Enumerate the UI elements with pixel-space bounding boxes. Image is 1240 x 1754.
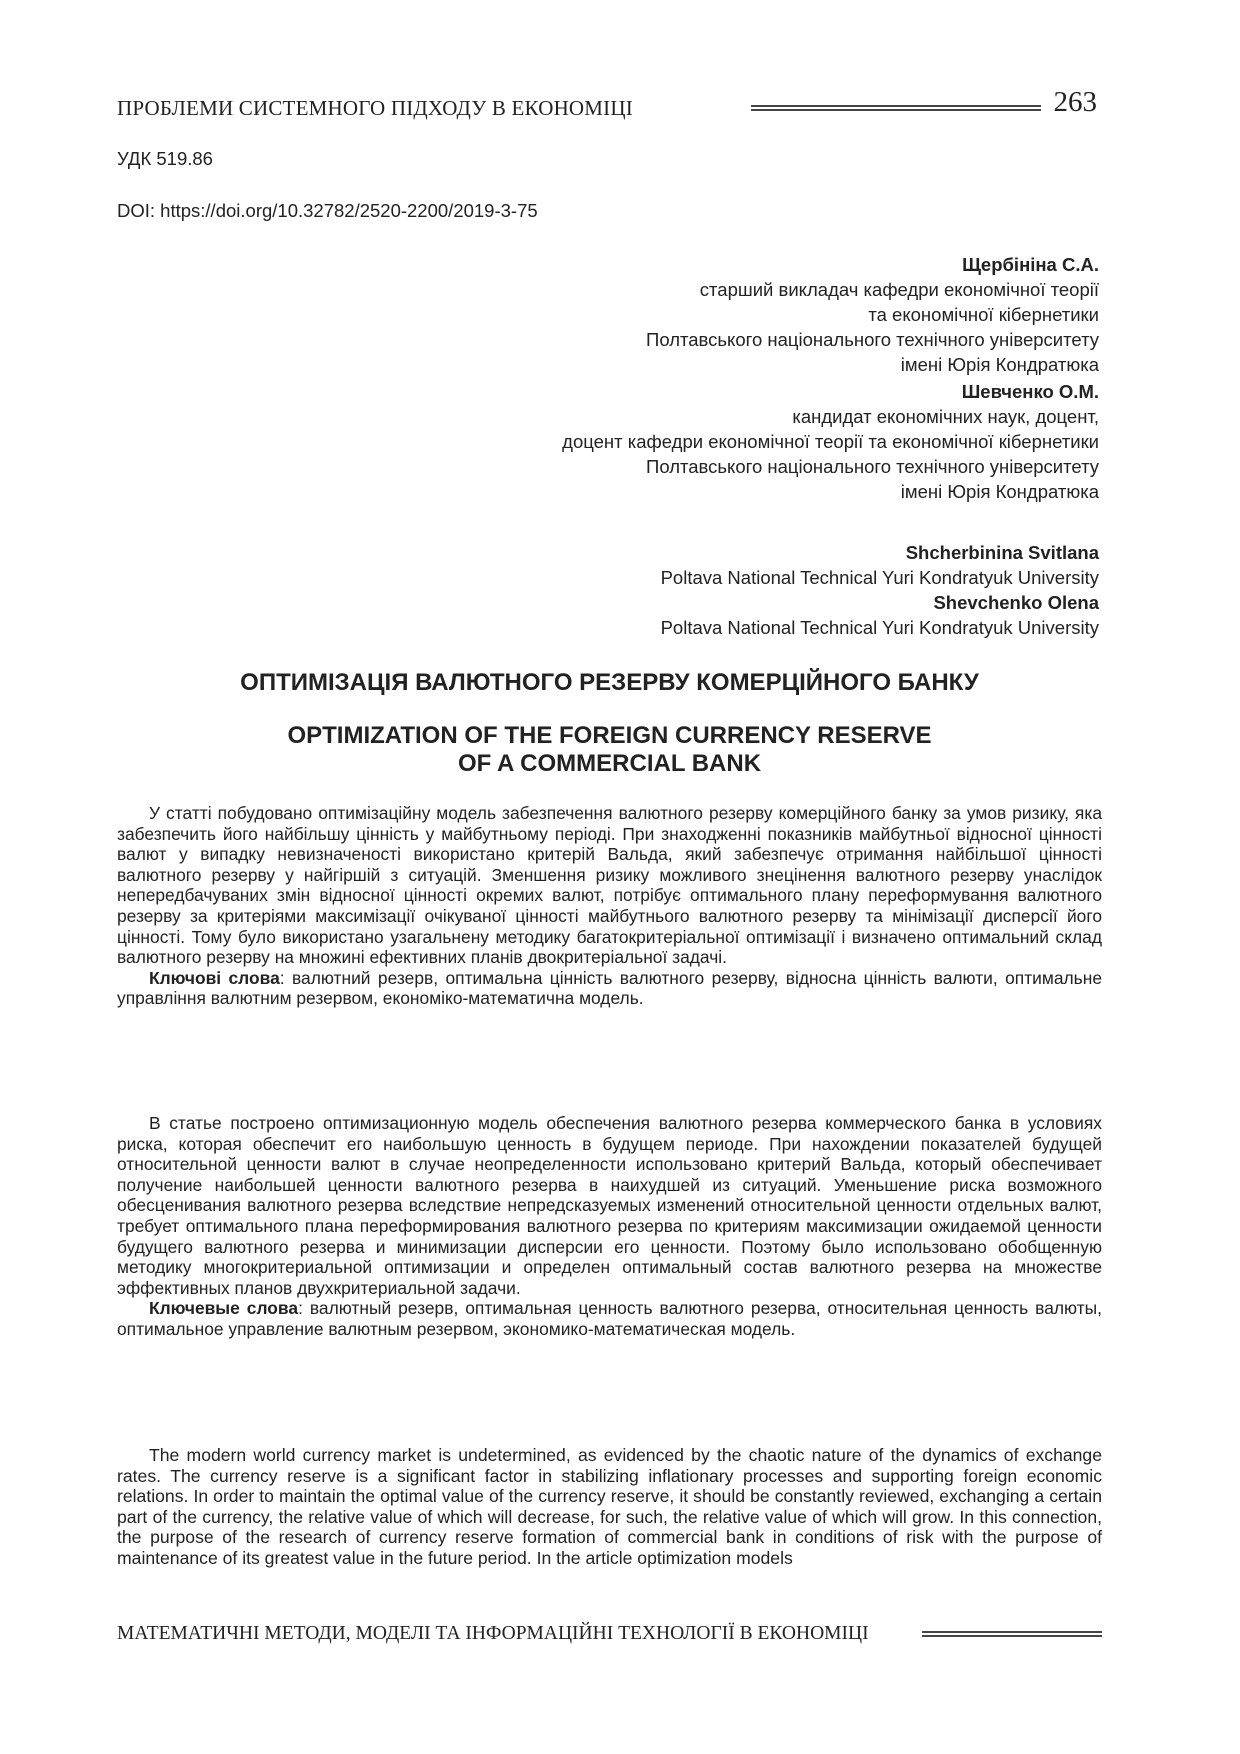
author-name: Щербініна С.А. [962, 254, 1099, 275]
author-affiliation-line: доцент кафедри економічної теорії та економічної кібернетики [562, 431, 1099, 452]
author-affiliation-line: та економічної кібернетики [868, 304, 1099, 325]
running-header [117, 86, 1097, 126]
title-line: OF A COMMERCIAL BANK [457, 750, 762, 777]
authors-english [339, 540, 1099, 640]
section-title: МАТЕМАТИЧНІ МЕТОДИ, МОДЕЛІ ТА ІНФОРМАЦІЙНІ ТЕХНОЛОГІЇ В ЕКОНОМІЦІ [117, 1623, 869, 1644]
author-affiliation-line: Полтавського національного технічного університету [646, 456, 1099, 477]
keywords-paragraph [117, 968, 1102, 1009]
author-affiliation-line: імені Юрія Кондратюка [900, 481, 1099, 502]
author-affiliation: Poltava National Technical Yuri Kondratyuk University [660, 567, 1099, 588]
running-footer [117, 1619, 1102, 1651]
author-affiliation-line: імені Юрія Кондратюка [900, 354, 1099, 375]
udk-code: УДК 519.86 [117, 148, 213, 169]
author-name: Shevchenko Olena [933, 592, 1099, 613]
author-affiliation-line: Полтавського національного технічного університету [646, 329, 1099, 350]
keywords-text: : валютний резерв, оптимальна цінність валютного резерву, відносна цінність валюти, оптимальне управління валютним резервом, економіко-математична модель. [117, 967, 1102, 1009]
author-name: Shcherbinina Svitlana [905, 542, 1099, 563]
abstract-english [117, 1445, 1102, 1569]
abstract-russian [117, 1113, 1102, 1340]
author-affiliation: Poltava National Technical Yuri Kondratyuk University [660, 617, 1099, 638]
article-title-ukrainian: ОПТИМІЗАЦІЯ ВАЛЮТНОГО РЕЗЕРВУ КОМЕРЦІЙНОГО БАНКУ [240, 669, 979, 696]
keywords-text: : валютный резерв, оптимальная ценность валютного резерва, относительная ценность валюты, оптимальное управление валютным резервом, экономико-математическая модель. [117, 1298, 1102, 1339]
author-name: Шевченко О.М. [961, 381, 1099, 402]
doi-link[interactable]: DOI: https://doi.org/10.32782/2520-2200/2019-3-75 [117, 200, 538, 221]
journal-title: ПРОБЛЕМИ СИСТЕМНОГО ПІДХОДУ В ЕКОНОМІЦІ [117, 96, 633, 120]
header-double-rule [751, 105, 1041, 111]
keywords-label: Ключові слова [149, 967, 280, 988]
authors-ukrainian [339, 252, 1099, 504]
page-number: 263 [1053, 86, 1097, 118]
keywords-label: Ключевые слова [149, 1298, 299, 1319]
abstract-ukrainian [117, 803, 1102, 1009]
abstract-paragraph: В статье построено оптимизационную модель обеспечения валютного резерва коммерческого банка в условиях риска, которая обеспечит его наибольшую ценность в будущем периоде. При нахождении показателей будущей относительной ценности валют в случае неопределенности использовано критерий Вальда, который обеспечивает получение наибольшей ценности валютного резерва в наихудшей из ситуаций. Уменьшение риска возможного обесценивания валютного резерва вследствие непредсказуемых изменений относительной ценности отдельных валют, требует оптимального плана переформирования валютного резерва по критериям максимизации ожидаемой ценности будущего валютного резерва и минимизации дисперсии его ценности. Поэтому было использовано обобщенную методику многокритериальной оптимизации и определен оптимальный состав валютного резерва на множестве эффективных планов двухкритериальной задачи. [117, 1113, 1102, 1298]
author-affiliation-line: кандидат економічних наук, доцент, [792, 406, 1099, 427]
abstract-paragraph: У статті побудовано оптимізаційну модель забезпечення валютного резерву комерційного банку за умов ризику, яка забезпечить його найбільшу цінність у майбутньому періоді. При знаходженні показників майбутньої відносної цінності валют у випадку невизначеності використано критерій Вальда, який забезпечує отримання найбільшої цінності валютного резерву у найгіршій з ситуацій. Зменшення ризику можливого знецінення валютного резерву унаслідок непередбачуваних змін відносної цінності окремих валют, потрібує оптимального плану переформування валютного резерву за критеріями максимізації очікуваної цінності майбутнього валютного резерву та мінімізації дисперсії його цінності. Тому було використано узагальнену методику багатокритеріальної оптимізації і визначено оптимальний склад валютного резерву на множині ефективних планів двокритеріальної задачі. [117, 803, 1102, 968]
author-affiliation-line: старший викладач кафедри економічної теорії [699, 279, 1099, 300]
footer-double-rule [922, 1631, 1102, 1637]
article-title-english [117, 722, 1102, 778]
abstract-paragraph: The modern world currency market is undetermined, as evidenced by the chaotic nature of the dynamics of exchange rates. The currency reserve is a significant factor in stabilizing inflationary processes and supporting foreign economic relations. In order to maintain the optimal value of the currency reserve, it should be constantly reviewed, exchanging a certain part of the currency, the relative value of which will decrease, for such, the relative value of which will grow. In this connection, the purpose of the research of currency reserve formation of commercial bank in conditions of risk with the purpose of maintenance of its greatest value in the future period. In the article optimization models [117, 1445, 1102, 1568]
title-line: OPTIMIZATION OF THE FOREIGN CURRENCY RESERVE [287, 722, 932, 749]
keywords-paragraph [117, 1298, 1102, 1339]
